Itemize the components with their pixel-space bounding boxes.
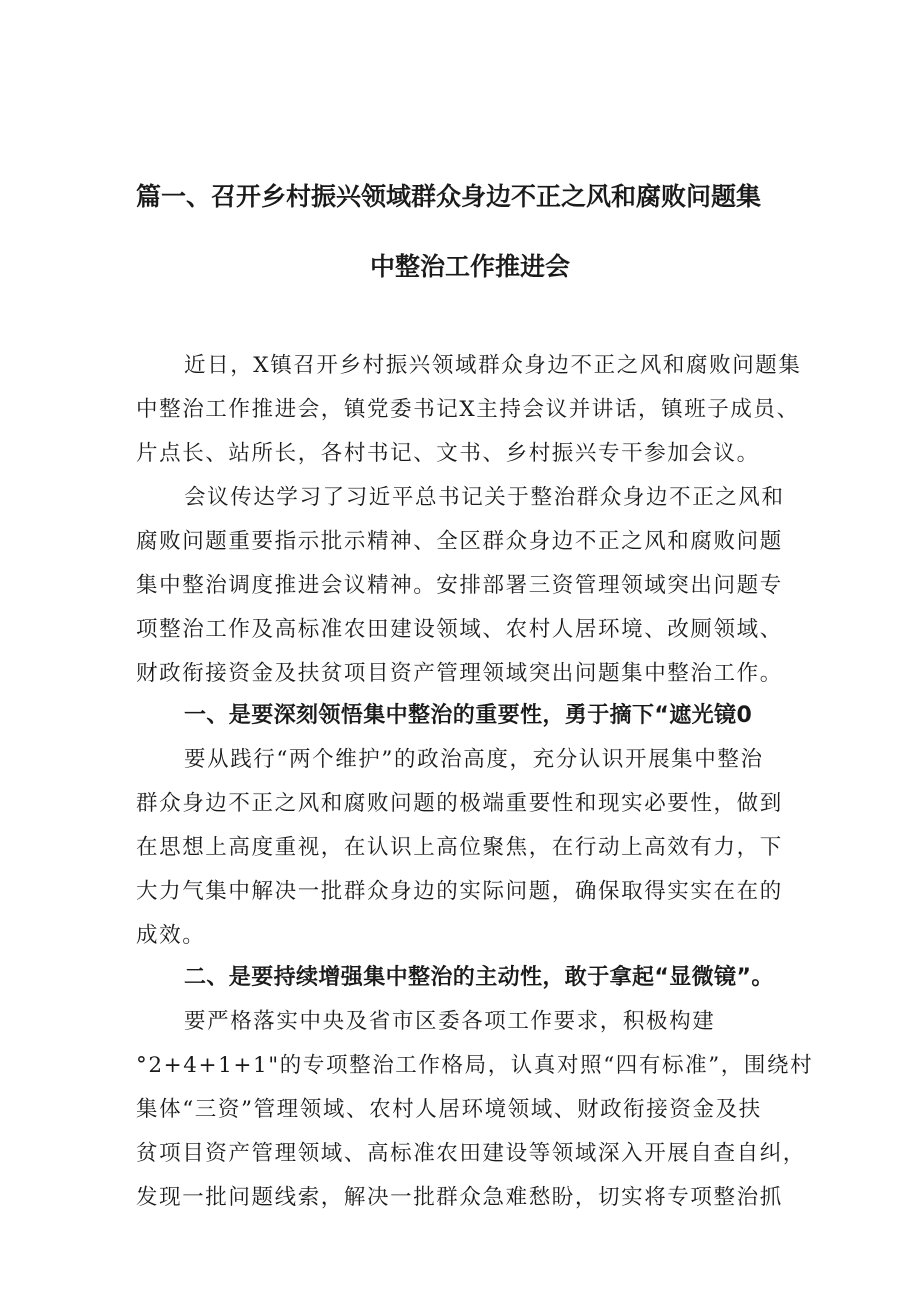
- paragraph-line: 贫项目资产管理领域、高标准农田建设等领域深入开展自查自纠，: [136, 1141, 806, 1166]
- section-heading-2: 二、是要持续增强集中整治的主动性，敢于拿起“显微镜”。: [184, 965, 774, 990]
- paragraph-line: 财政衔接资金及扶贫项目资产管理领域突出问题集中整治工作。: [136, 661, 783, 686]
- paragraph-line: 会议传达学习了习近平总书记关于整治群众身边不正之风和: [184, 485, 785, 510]
- section-heading-1: 一、是要深刻领悟集中整治的重要性，勇于摘下“遮光镜0: [184, 703, 753, 728]
- paragraph-line: 群众身边不正之风和腐败问题的极端重要性和现实必要性，做到: [136, 791, 783, 816]
- paragraph-line: 片点长、站所长，各村书记、文书、乡村振兴专干参加会议。: [136, 441, 760, 466]
- paragraph-line: 大力气集中解决一批群众身边的实际问题，确保取得实实在在的: [136, 879, 783, 904]
- document-title-line-1: 篇一、召开乡村振兴领域群众身边不正之风和腐败问题集: [136, 182, 762, 211]
- paragraph-line: 要从践行“两个维护”的政治高度，充分认识开展集中整治: [184, 747, 764, 772]
- paragraph-line: 集体“三资”管理领域、农村人居环境领域、财政衔接资金及扶: [136, 1097, 762, 1122]
- paragraph-line: 项整治工作及高标准农田建设领域、农村人居环境、改厕领域、: [136, 617, 783, 642]
- paragraph-line: 腐败问题重要指示批示精神、全区群众身边不正之风和腐败问题: [136, 529, 783, 554]
- document-title-line-2: 中整治工作推进会: [370, 252, 571, 281]
- paragraph-line: 成效。: [136, 923, 206, 948]
- paragraph-line: 要严格落实中央及省市区委各项工作要求，积极构建: [184, 1009, 716, 1034]
- paragraph-line: °2+4+1+1"的专项整治工作格局，认真对照“四有标准”，围绕村: [136, 1053, 814, 1078]
- paragraph-line: 在思想上高度重视，在认识上高位聚焦，在行动上高效有力，下: [136, 835, 783, 860]
- paragraph-line: 集中整治调度推进会议精神。安排部署三资管理领域突出问题专: [136, 573, 783, 598]
- paragraph-line: 近日，X镇召开乡村振兴领域群众身边不正之风和腐败问题集: [184, 353, 802, 378]
- paragraph-line: 发现一批问题线索，解决一批群众急难愁盼，切实将专项整治抓: [136, 1185, 783, 1210]
- paragraph-line: 中整治工作推进会，镇党委书记X主持会议并讲话，镇班子成员、: [136, 397, 800, 422]
